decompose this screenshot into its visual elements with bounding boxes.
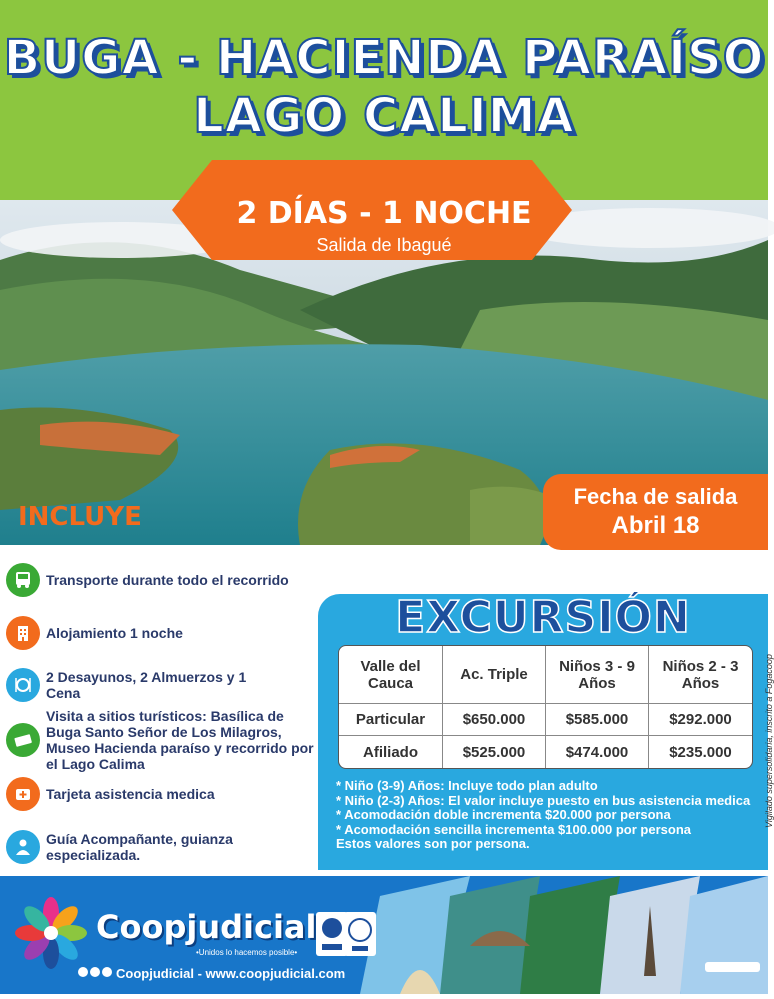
note-line: * Acomodación sencilla incrementa $100.000 por persona — [336, 821, 691, 837]
include-item-medical — [6, 777, 316, 811]
table-cell: $525.000 — [443, 736, 546, 768]
departure-date-value: Abril 18 — [611, 512, 700, 539]
table-cell: $474.000 — [546, 736, 649, 768]
hotel-icon — [6, 616, 40, 650]
instagram-icon[interactable] — [78, 967, 88, 977]
brand-name: Coopjudicial — [96, 908, 317, 946]
table-cell: $292.000 — [649, 704, 752, 736]
include-item-transport — [6, 563, 316, 597]
table-row — [339, 704, 752, 736]
note-line: * Niño (3-9) Años: Incluye todo plan adulto — [336, 778, 598, 793]
departure-city: Salida de Ibagué — [316, 235, 452, 255]
table-cell: $650.000 — [443, 704, 546, 736]
column-header: Niños 2 - 3 Años — [649, 646, 752, 704]
include-item-text: Visita a sitios turísticos: Basílica de Buga Santo Señor de Los Milagros, Museo Hacienda paraíso y recorrido por el Lago Calima — [46, 708, 314, 772]
departure-date-label: Fecha de salida — [573, 484, 738, 509]
table-cell: Afiliado — [339, 736, 443, 768]
table-header-row — [339, 646, 752, 704]
page-title-line1: BUGA - HACIENDA PARAÍSO — [3, 30, 765, 86]
include-item-text: Guía Acompañante, guianza especializada. — [46, 831, 233, 863]
meal-icon — [6, 668, 40, 702]
excursion-title: EXCURSIÓN — [395, 592, 691, 643]
website-link[interactable]: Coopjudicial - www.coopjudicial.com — [116, 966, 346, 981]
whatsapp-icon[interactable] — [102, 967, 112, 977]
regulatory-note — [752, 600, 774, 830]
table-cell: $235.000 — [669, 743, 732, 761]
regulatory-note-text: Vigilado supersolidaria, inscrito a Fogacoop — [764, 654, 774, 828]
bus-icon — [6, 563, 40, 597]
include-item-text: Tarjeta asistencia medica — [46, 786, 215, 802]
table-row — [339, 736, 752, 768]
include-item-meals — [6, 668, 266, 702]
include-item-guide — [6, 830, 236, 864]
coopjudicial-logo-icon — [14, 896, 88, 970]
note-line: * Acomodación doble incrementa $20.000 por persona — [336, 807, 671, 822]
iqnet-seal-icon — [344, 912, 376, 956]
table-cell: $585.000 — [546, 704, 649, 736]
column-header: Ac. Triple — [443, 646, 546, 704]
column-header: Niños 3 - 9 Años — [546, 646, 649, 704]
table-cell: Particular — [339, 704, 443, 736]
include-item-text: 2 Desayunos, 2 Almuerzos y 1 Cena — [46, 669, 247, 701]
column-header: Valle del Cauca — [339, 646, 443, 704]
departure-date-box — [543, 474, 768, 550]
page-title-line2: LAGO CALIMA — [193, 88, 575, 144]
social-icons — [78, 967, 112, 977]
guide-icon — [6, 830, 40, 864]
duration-text: 2 DÍAS - 1 NOCHE — [236, 196, 532, 231]
brand-slogan: •Unidos lo hacemos posible• — [196, 948, 298, 957]
include-item-text: Transporte durante todo el recorrido — [46, 572, 289, 588]
includes-heading: INCLUYE — [18, 502, 142, 532]
include-item-lodging — [6, 616, 316, 650]
include-item-text: Alojamiento 1 noche — [46, 625, 183, 641]
medical-icon — [6, 777, 40, 811]
note-line: Estos valores son por persona. — [336, 836, 530, 851]
facebook-icon[interactable] — [90, 967, 100, 977]
price-notes — [336, 779, 761, 852]
ticket-icon — [6, 723, 40, 757]
include-item-tours — [6, 708, 318, 772]
price-table — [338, 645, 753, 769]
note-line: * Niño (2-3) Años: El valor incluye puesto en bus asistencia medica — [336, 792, 751, 808]
